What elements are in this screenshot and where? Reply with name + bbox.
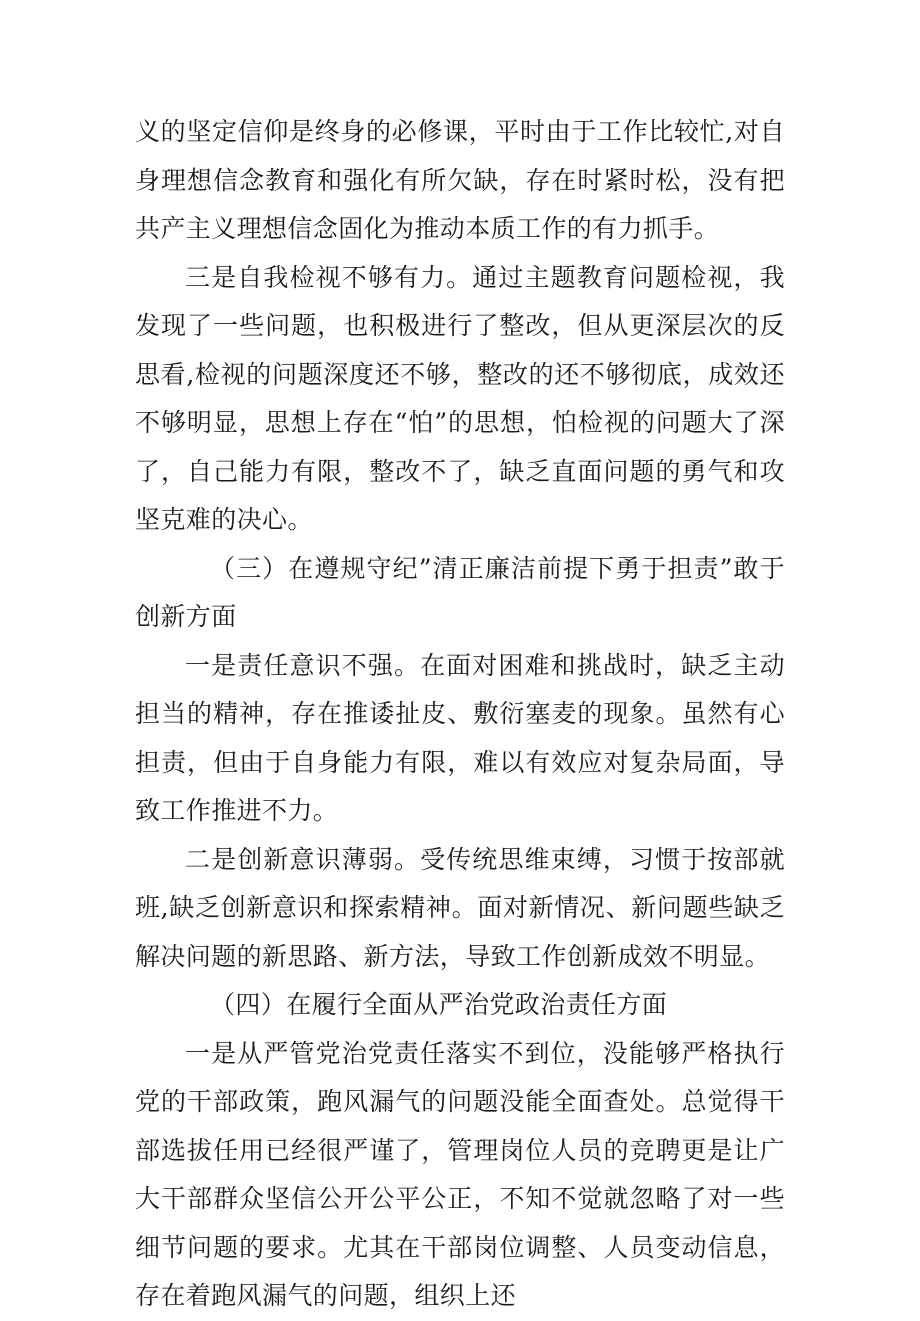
document-body <box>135 108 785 1321</box>
paragraph-party-governance: 一是从严管党治党责任落实不到位，没能够严格执行党的干部政策，跑风漏气的问题没能全面查处。总觉得干部选拔任用已经很严谨了，管理岗位人员的竞聘更是让广大干部群众坚信公开公平公正，不知不觉就忽略了对一些细节问题的要求。尤其在干部岗位调整、人员变动信息，存在着跑风漏气的问题，组织上还 <box>135 1038 785 1310</box>
paragraph-ideal-belief: 义的坚定信仰是终身的必修课，平时由于工作比较忙,对自身理想信念教育和强化有所欠缺，存在时紧时松，没有把共产主义理想信念固化为推动本质工作的有力抓手。 <box>135 117 785 243</box>
section-heading-4: （四）在履行全面从严治党政治责任方面 <box>210 990 668 1019</box>
paragraph-innovation: 二是创新意识薄弱。受传统思维束缚，习惯于按部就班,缺乏创新意识和探索精神。面对新情况、新问题些缺乏解决问题的新思路、新方法，导致工作创新成效不明显。 <box>135 844 785 971</box>
section-heading-3: （三）在遵规守纪”清正廉洁前提下勇于担责”敢于创新方面 <box>135 553 785 631</box>
paragraph-self-review: 三是自我检视不够有力。通过主题教育问题检视，我发现了一些问题，也积极进行了整改，但从更深层次的反思看,检视的问题深度还不够，整改的还不够彻底，成效还不够明显，思想上存在“怕”的思想，怕检视的问题大了深了，自己能力有限，整改不了，缺乏直面问题的勇气和攻坚克难的决心。 <box>135 262 785 534</box>
paragraph-responsibility: 一是责任意识不强。在面对困难和挑战时，缺乏主动担当的精神，存在推诿扯皮、敷衍塞麦的现象。虽然有心担责，但由于自身能力有限，难以有效应对复杂局面，导致工作推进不力。 <box>135 650 785 825</box>
